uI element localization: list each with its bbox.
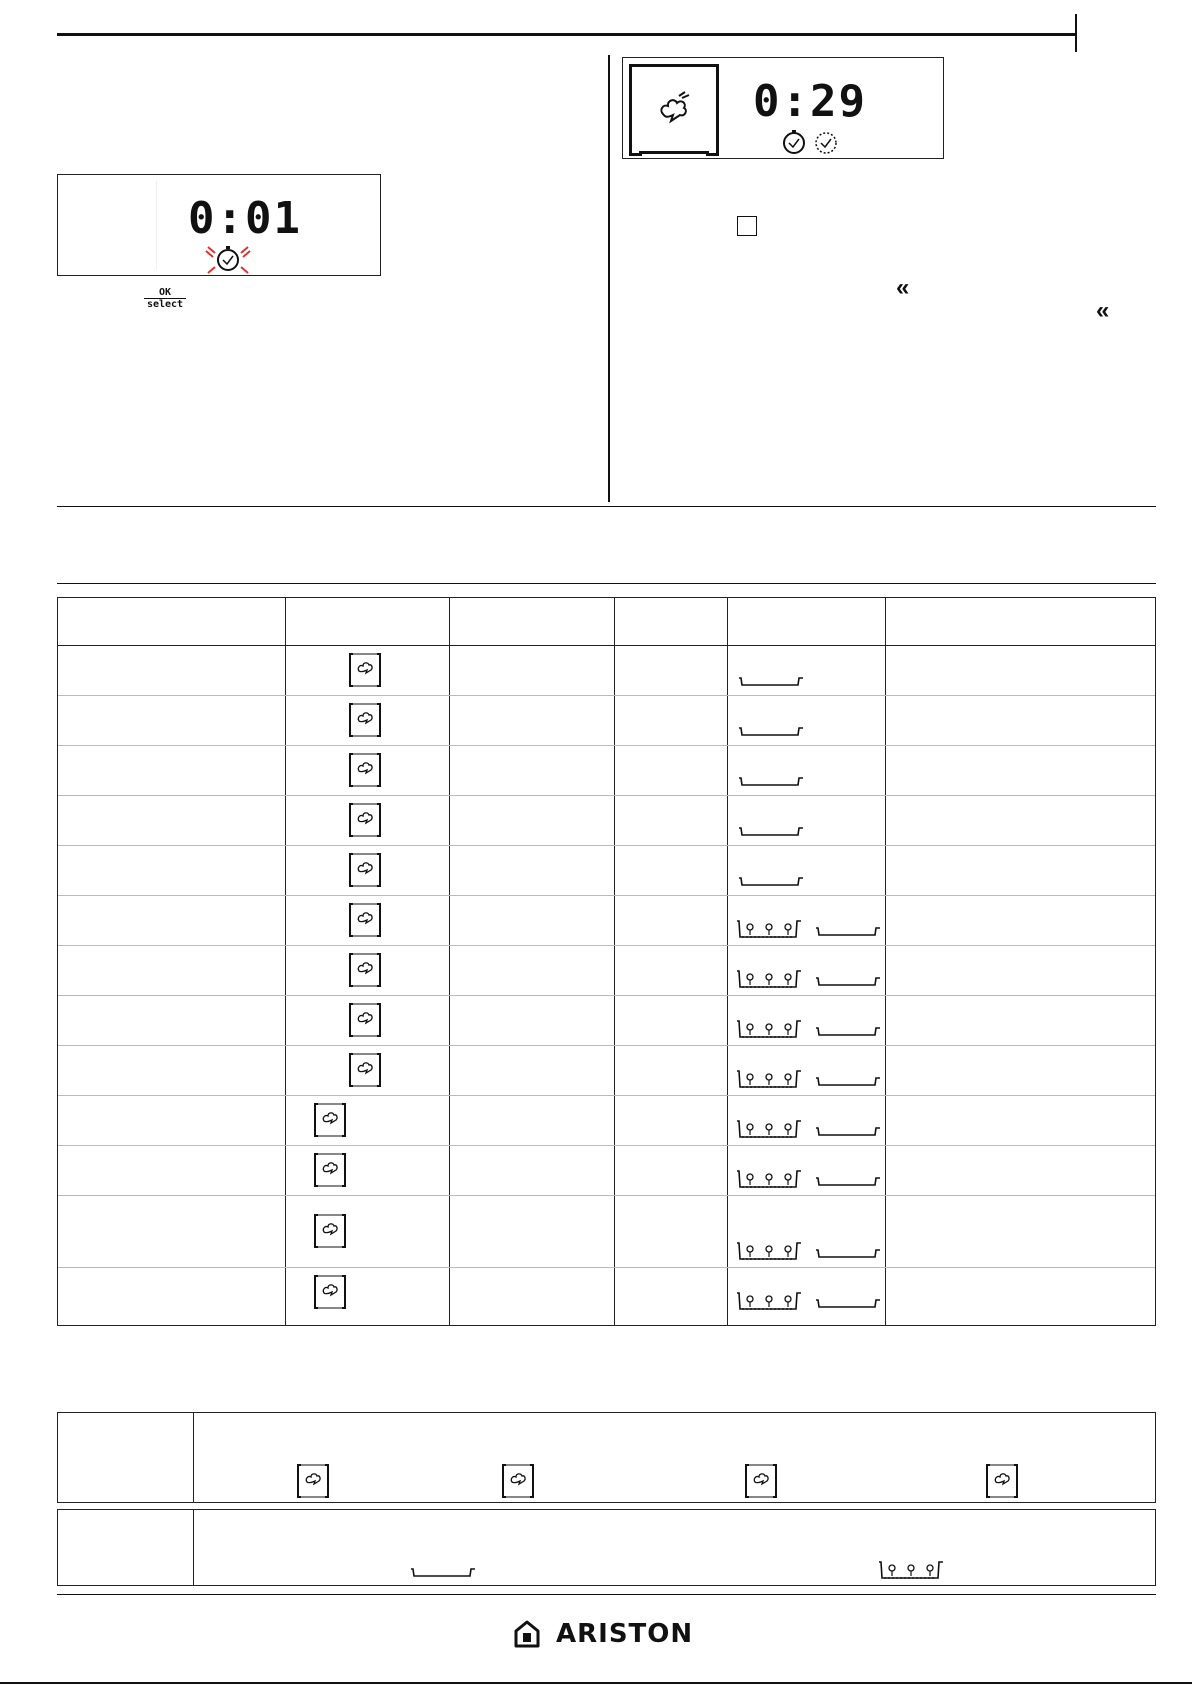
- logo-text: ARISTON: [556, 1619, 694, 1649]
- steam-function-icon: [313, 1152, 347, 1188]
- steamer-icon: [736, 1289, 802, 1311]
- steamer-icon: [736, 917, 802, 939]
- steam-function-icon: [348, 702, 382, 738]
- steam-function-icon: [348, 902, 382, 938]
- steam-icon: [657, 90, 693, 124]
- steamer-icon: [878, 1558, 944, 1580]
- table-row: [58, 645, 1155, 695]
- table-row: [58, 1267, 1155, 1317]
- display-panel-timer: [57, 174, 381, 276]
- tray-icon: [815, 1298, 881, 1310]
- steamer-icon: [736, 1067, 802, 1089]
- brand-logo: [512, 1619, 693, 1649]
- steam-function-icon: [296, 1463, 330, 1499]
- section-rule: [57, 506, 1156, 507]
- tray-icon: [738, 776, 804, 788]
- select-label: select: [146, 299, 184, 310]
- function-frame: [629, 64, 719, 152]
- footer-rule: [57, 1594, 1156, 1595]
- steam-function-icon: [313, 1102, 347, 1138]
- square-button-icon[interactable]: [737, 216, 757, 236]
- timer-icon: [781, 129, 807, 155]
- steam-function-icon: [348, 652, 382, 688]
- steamer-icon: [736, 1117, 802, 1139]
- tray-icon: [815, 1176, 881, 1188]
- display-panel-steam: [622, 57, 944, 159]
- table-row: [58, 1045, 1155, 1095]
- steamer-icon: [736, 1017, 802, 1039]
- tray-icon: [738, 876, 804, 888]
- cooking-table: [57, 597, 1156, 1326]
- column-divider: [608, 55, 610, 502]
- tray-icon: [815, 1026, 881, 1038]
- top-rule: [57, 33, 1077, 36]
- steamer-icon: [736, 1239, 802, 1261]
- tray-icon: [815, 1126, 881, 1138]
- legend-row-accessories: [57, 1509, 1156, 1586]
- display-time: 0:01: [188, 193, 302, 244]
- ok-label: OK: [144, 287, 186, 299]
- table-row: [58, 695, 1155, 745]
- chevron-left-icon: «: [896, 274, 910, 301]
- table-row: [58, 945, 1155, 995]
- tray-icon: [815, 926, 881, 938]
- steam-function-icon: [985, 1463, 1019, 1499]
- table-row: [58, 895, 1155, 945]
- top-rule-tick: [1075, 14, 1077, 52]
- timer-icon-blinking: [204, 241, 252, 275]
- display-left-area: [66, 181, 157, 269]
- display-time: 0:29: [753, 76, 867, 127]
- page-bottom-rule: [0, 1682, 1192, 1684]
- house-icon: [512, 1619, 542, 1649]
- steam-function-icon: [348, 852, 382, 888]
- table-row: [58, 995, 1155, 1045]
- table-row: [58, 1145, 1155, 1195]
- table-row: [58, 745, 1155, 795]
- steam-function-icon: [348, 752, 382, 788]
- tray-icon: [410, 1567, 476, 1579]
- tray-icon: [738, 726, 804, 738]
- tray-icon: [738, 826, 804, 838]
- steam-function-icon: [744, 1463, 778, 1499]
- table-row: [58, 1095, 1155, 1145]
- steam-function-icon: [348, 952, 382, 988]
- steam-function-icon: [313, 1274, 347, 1310]
- steamer-icon: [736, 1167, 802, 1189]
- steam-function-icon: [501, 1463, 535, 1499]
- steam-function-icon: [313, 1213, 347, 1249]
- table-row: [58, 845, 1155, 895]
- tray-icon: [815, 1076, 881, 1088]
- table-row: [58, 1195, 1155, 1267]
- steam-function-icon: [348, 802, 382, 838]
- steam-function-icon: [348, 1002, 382, 1038]
- section-rule: [57, 583, 1156, 584]
- tray-icon: [738, 676, 804, 688]
- tray-icon: [815, 1248, 881, 1260]
- tray-icon: [815, 976, 881, 988]
- table-row: [58, 795, 1155, 845]
- legend-row-functions: [57, 1412, 1156, 1503]
- steamer-icon: [736, 967, 802, 989]
- steam-function-icon: [348, 1052, 382, 1088]
- end-time-icon: [813, 129, 839, 155]
- ok-select-button[interactable]: [144, 287, 186, 310]
- legend-table: [57, 1412, 1156, 1586]
- chevron-left-icon: «: [1096, 297, 1110, 324]
